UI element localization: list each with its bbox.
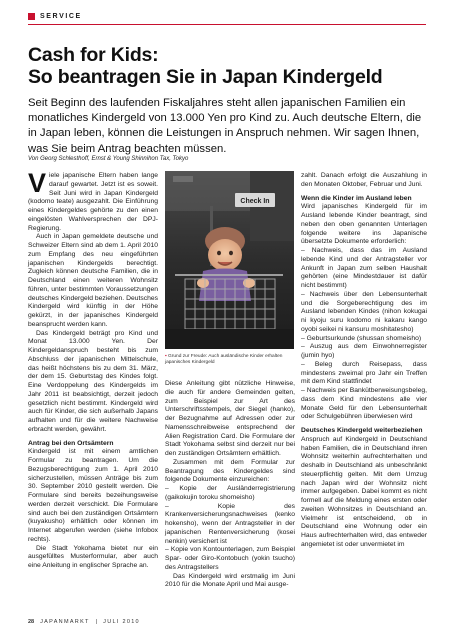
- article-lede: Seit Beginn des laufenden Fiskaljahres steht allen japanischen Familien ein monatliches Kindergeld von 13.000 Yen pro Kind zu. Auch deutsche Eltern, die in Japan leben, können die Leistungen in Anspruch nehmen. Wir sagen Ihnen, was Sie beim Antrag beachten müssen.: [28, 97, 422, 155]
- article-photo: [165, 171, 294, 349]
- col3-list-item: – Geburtsurkunde (shussan shomeisho): [301, 334, 422, 342]
- col3-list-item: – Nachweis per Bankütberweisungsbeleg, dass dem Kind mindestens alle vier Monate Geld für den Lebensunterhalt oder Schulgebühren überwiesen wird: [301, 387, 427, 421]
- col3-list-item-text: Nachweis über den Lebensunterhalt und die Sorgeberechtigung des im Ausland lebenden Kindes (nihon kokugai ni kyoju suru kodomo ni kakaru kango oyobi seikei ni kansuru moshitatesho): [301, 290, 427, 333]
- magazine-name: JAPANMARKT: [40, 619, 90, 625]
- col3-list-item: – Auszug aus dem Einwohnerregister (jumin hyo): [301, 343, 427, 359]
- drop-cap: V: [28, 168, 47, 198]
- col1-paragraph-1: [28, 168, 158, 233]
- col3-list-item-text: Beleg durch Reisepass, dass mindestens zweimal pro Jahr ein Treffen mit dem Kind stattfindet: [301, 360, 427, 386]
- section-label: SERVICE: [40, 13, 82, 20]
- col2-list-item: – Kopie des Krankenversicherungsnachweises (kenko hokensho), wenn der Antragsteller in der japanischen Rentenversicherung (kosei nenkin) versichert ist: [165, 502, 295, 545]
- col3-list-item: – Nachweis über den Lebensunterhalt und die Sorgeberechtigung des im Ausland lebenden Kindes (nihon kokugai ni kyoju suru kodomo ni kakaru kango oyobi seikei ni kansuru moshitatesho): [301, 290, 427, 333]
- title-line-1: Cash for Kids:: [28, 44, 159, 66]
- col3-list-item-text: Nachweis, dass das im Ausland lebende Kind und der Antragsteller vor Ankunft in Japan zum selben Haushalt gehörten (eine Mindestdauer ist dafür nicht bestimmt): [301, 247, 427, 289]
- col3-paragraph-3: Anspruch auf Kindergeld in Deutschland haben Familien, die in Deutschland ihren Wohnsitz weiterhin aufrechterhalten und deshalb in Deutschland als unbeschränkt steuerpflichtig gelten. Mit dem Umzug nach Japan wird der Wohnsitz nicht immer aufgegeben. Dabei kommt es nicht formell auf die Meldung eines ersten oder zweiten Wohnsitzes in Deutschland an. Vielmehr ist entscheidend, ob in Deutschland eine Wohnung oder ein Haus aufrechterhalten wird, das entweder angemietet ist oder unvermietet im: [301, 435, 427, 548]
- col2-list-item-text: Kopie der Ausländerregistrierung (gaikokujin toroku shomeisho): [165, 485, 295, 501]
- page-footer: [28, 617, 426, 627]
- col2-paragraph-2: Zusammen mit dem Formular zur Beantragung des Kindergeldes sind folgende Dokumente einzureichen:: [165, 458, 295, 484]
- col3-list-item-text: Geburtsurkunde (shussan shomeisho): [306, 334, 422, 342]
- issue-date: JULI 2010: [103, 619, 140, 625]
- col2-paragraph-1: Diese Anleitung gibt nützliche Hinweise, die auch für andere Gemeinden gelten, zum Beispiel zur Art des Unterschriftsstempels, der Siegel (hanko), der Bezugnahme auf Adressen oder zur Namensschreibweise entsprechend der Alien Registration Card. Die Formulare der Stadt Yokohama selbst sind derzeit nur bei den zuständigen Ortsämtern erhältlich.: [165, 380, 295, 457]
- col1-paragraph-2: Auch in Japan gemeldete deutsche und Schweizer Eltern sind ab dem 1. April 2010 zum Empfang des neu eingeführten japanischen Kindergelds berechtigt. Zugleich können deutsche Familien, die in Deutschland einen weiteren Wohnsitz führen, unter bestimmten Voraussetzungen deutsches Kindergeld beziehen. Deutsches Kindergeld wird künftig in der Höhe gekürzt, in der japanisches Kindergeld beansprucht werden kann.: [28, 233, 158, 328]
- text-column-1: [28, 168, 158, 571]
- col3-list-item-text: Nachweis per Bankütberweisungsbeleg, dass dem Kind mindestens alle vier Monate Geld für den Lebensunterhalt oder Schulgebühren überwiesen wird: [301, 387, 427, 421]
- footer-separator: |: [95, 619, 98, 625]
- col1-paragraph-3: Das Kindergeld beträgt pro Kind und Monat 13.000 Yen. Der Kindergeldanspruch besteht bis zum Abschluss der japanischen Mittelschule, das heißt höchstens bis zu dem 31. März, der dem 15. Geburtstag des Kindes folgt. Eine Verdoppelung des Kindergelds im Jahr 2011 ist beabsichtigt, derzeit jedoch gesetzlich nicht bestimmt. Kindergeld wird auch für Kinder, die sich außerhalb Japans aufhalten und für die weitere Nachweise erbracht werden, gewährt.: [28, 329, 158, 433]
- check-in-sign-text: Check In: [240, 198, 270, 205]
- col3-list-item-text: Auszug aus dem Einwohnerregister (jumin hyo): [301, 343, 427, 359]
- col1-subheading: Antrag bei den Ortsämtern: [28, 439, 114, 447]
- col3-list-item: – Beleg durch Reisepass, dass mindestens zweimal pro Jahr ein Treffen mit dem Kind stattfindet: [301, 360, 427, 386]
- col3-paragraph-1: zahlt. Danach erfolgt die Auszahlung in den Monaten Oktober, Februar und Juni.: [301, 172, 427, 188]
- col3-list-item: – Nachweis, dass das im Ausland lebende Kind und der Antragsteller vor Ankunft in Japan zum selben Haushalt gehörten (eine Mindestdauer ist dafür nicht bestimmt): [301, 247, 427, 289]
- col3-subheading-1: Wenn die Kinder im Ausland leben: [301, 194, 412, 202]
- text-column-3: [301, 172, 427, 550]
- col2-list-item-text: Kopie von Kontounterlagen, zum Beispiel Spar- oder Giro-Kontobuch (yokin tsucho) des Antragstellers: [165, 546, 295, 571]
- section-divider: [28, 24, 426, 25]
- article-byline: Von Georg Schlesthoff, Ernst & Young Shinnihon Tax, Tokyo: [28, 156, 189, 162]
- child-in-cart-photo: [165, 171, 294, 349]
- caption-text: Grund zur Freude: Auch ausländische Kinder erhalten japanisches Kindergeld: [165, 354, 283, 365]
- section-header: [28, 12, 426, 21]
- col3-paragraph-2: Wird japanisches Kindergeld für im Ausland lebende Kinder beantragt, sind neben den oben genannten Unterlagen folgende weitere ins Japanische übersetzte Dokumente erforderlich:: [301, 203, 427, 246]
- col1-paragraph-1-text: iele japanische Eltern haben lange darauf gewartet. Jetzt ist es soweit. Seit Juni wird in Japan Kindergeld (kodomo teate) ausgezahlt. Die Einführung eines Kindergeldes gehörte zu den einen eingelösten Wahlversprechen der DPJ-Regierung.: [28, 172, 158, 232]
- col2-paragraph-3: Das Kindergeld wird erstmalig im Juni 2010 für die Monate April und Mai ausge-: [165, 572, 295, 589]
- title-line-2: So beantragen Sie in Japan Kindergeld: [28, 66, 383, 88]
- page-number: 28: [28, 619, 35, 625]
- col3-subheading-2: Deutsches Kindergeld weiterbeziehen: [301, 427, 423, 434]
- caption-marker: ▪: [165, 354, 167, 359]
- photo-caption: [165, 354, 293, 366]
- col2-list-item: – Kopie von Kontounterlagen, zum Beispiel Spar- oder Giro-Kontobuch (yokin tsucho) des Antragstellers: [165, 546, 295, 571]
- col1-paragraph-5: Die Stadt Yokohama bietet nur ein ausgefülltes Musterformular, aber auch eine Anleitung in englischer Sprache an.: [28, 544, 158, 569]
- col2-list-item-text: Kopie des Krankenversicherungsnachweises (kenko hokensho), wenn der Antragsteller in der japanischen Rentenversicherung (kosei nenkin) versichert ist: [165, 502, 295, 545]
- section-marker-square: [28, 13, 35, 20]
- col2-list-item: – Kopie der Ausländerregistrierung (gaikokujin toroku shomeisho): [165, 485, 295, 501]
- text-column-2: [165, 380, 295, 590]
- article-title: [28, 44, 428, 88]
- col1-paragraph-4: Kindergeld ist mit einem amtlichen Formular zu beantragen. Um die Bezugsberechtigung zum 1. April 2010 sicherzustellen, müssen Anträge bis zum 30. September 2010 gestellt werden. Die Formulare sind bereits bezeihungsweise werden derzeit verschickt. Die Formulare sind auch bei den zuständigen Ortsämtern (kuyakusho) erhältlich oder können im Internet abgerufen werden (siehe Infobox rechts).: [28, 448, 158, 543]
